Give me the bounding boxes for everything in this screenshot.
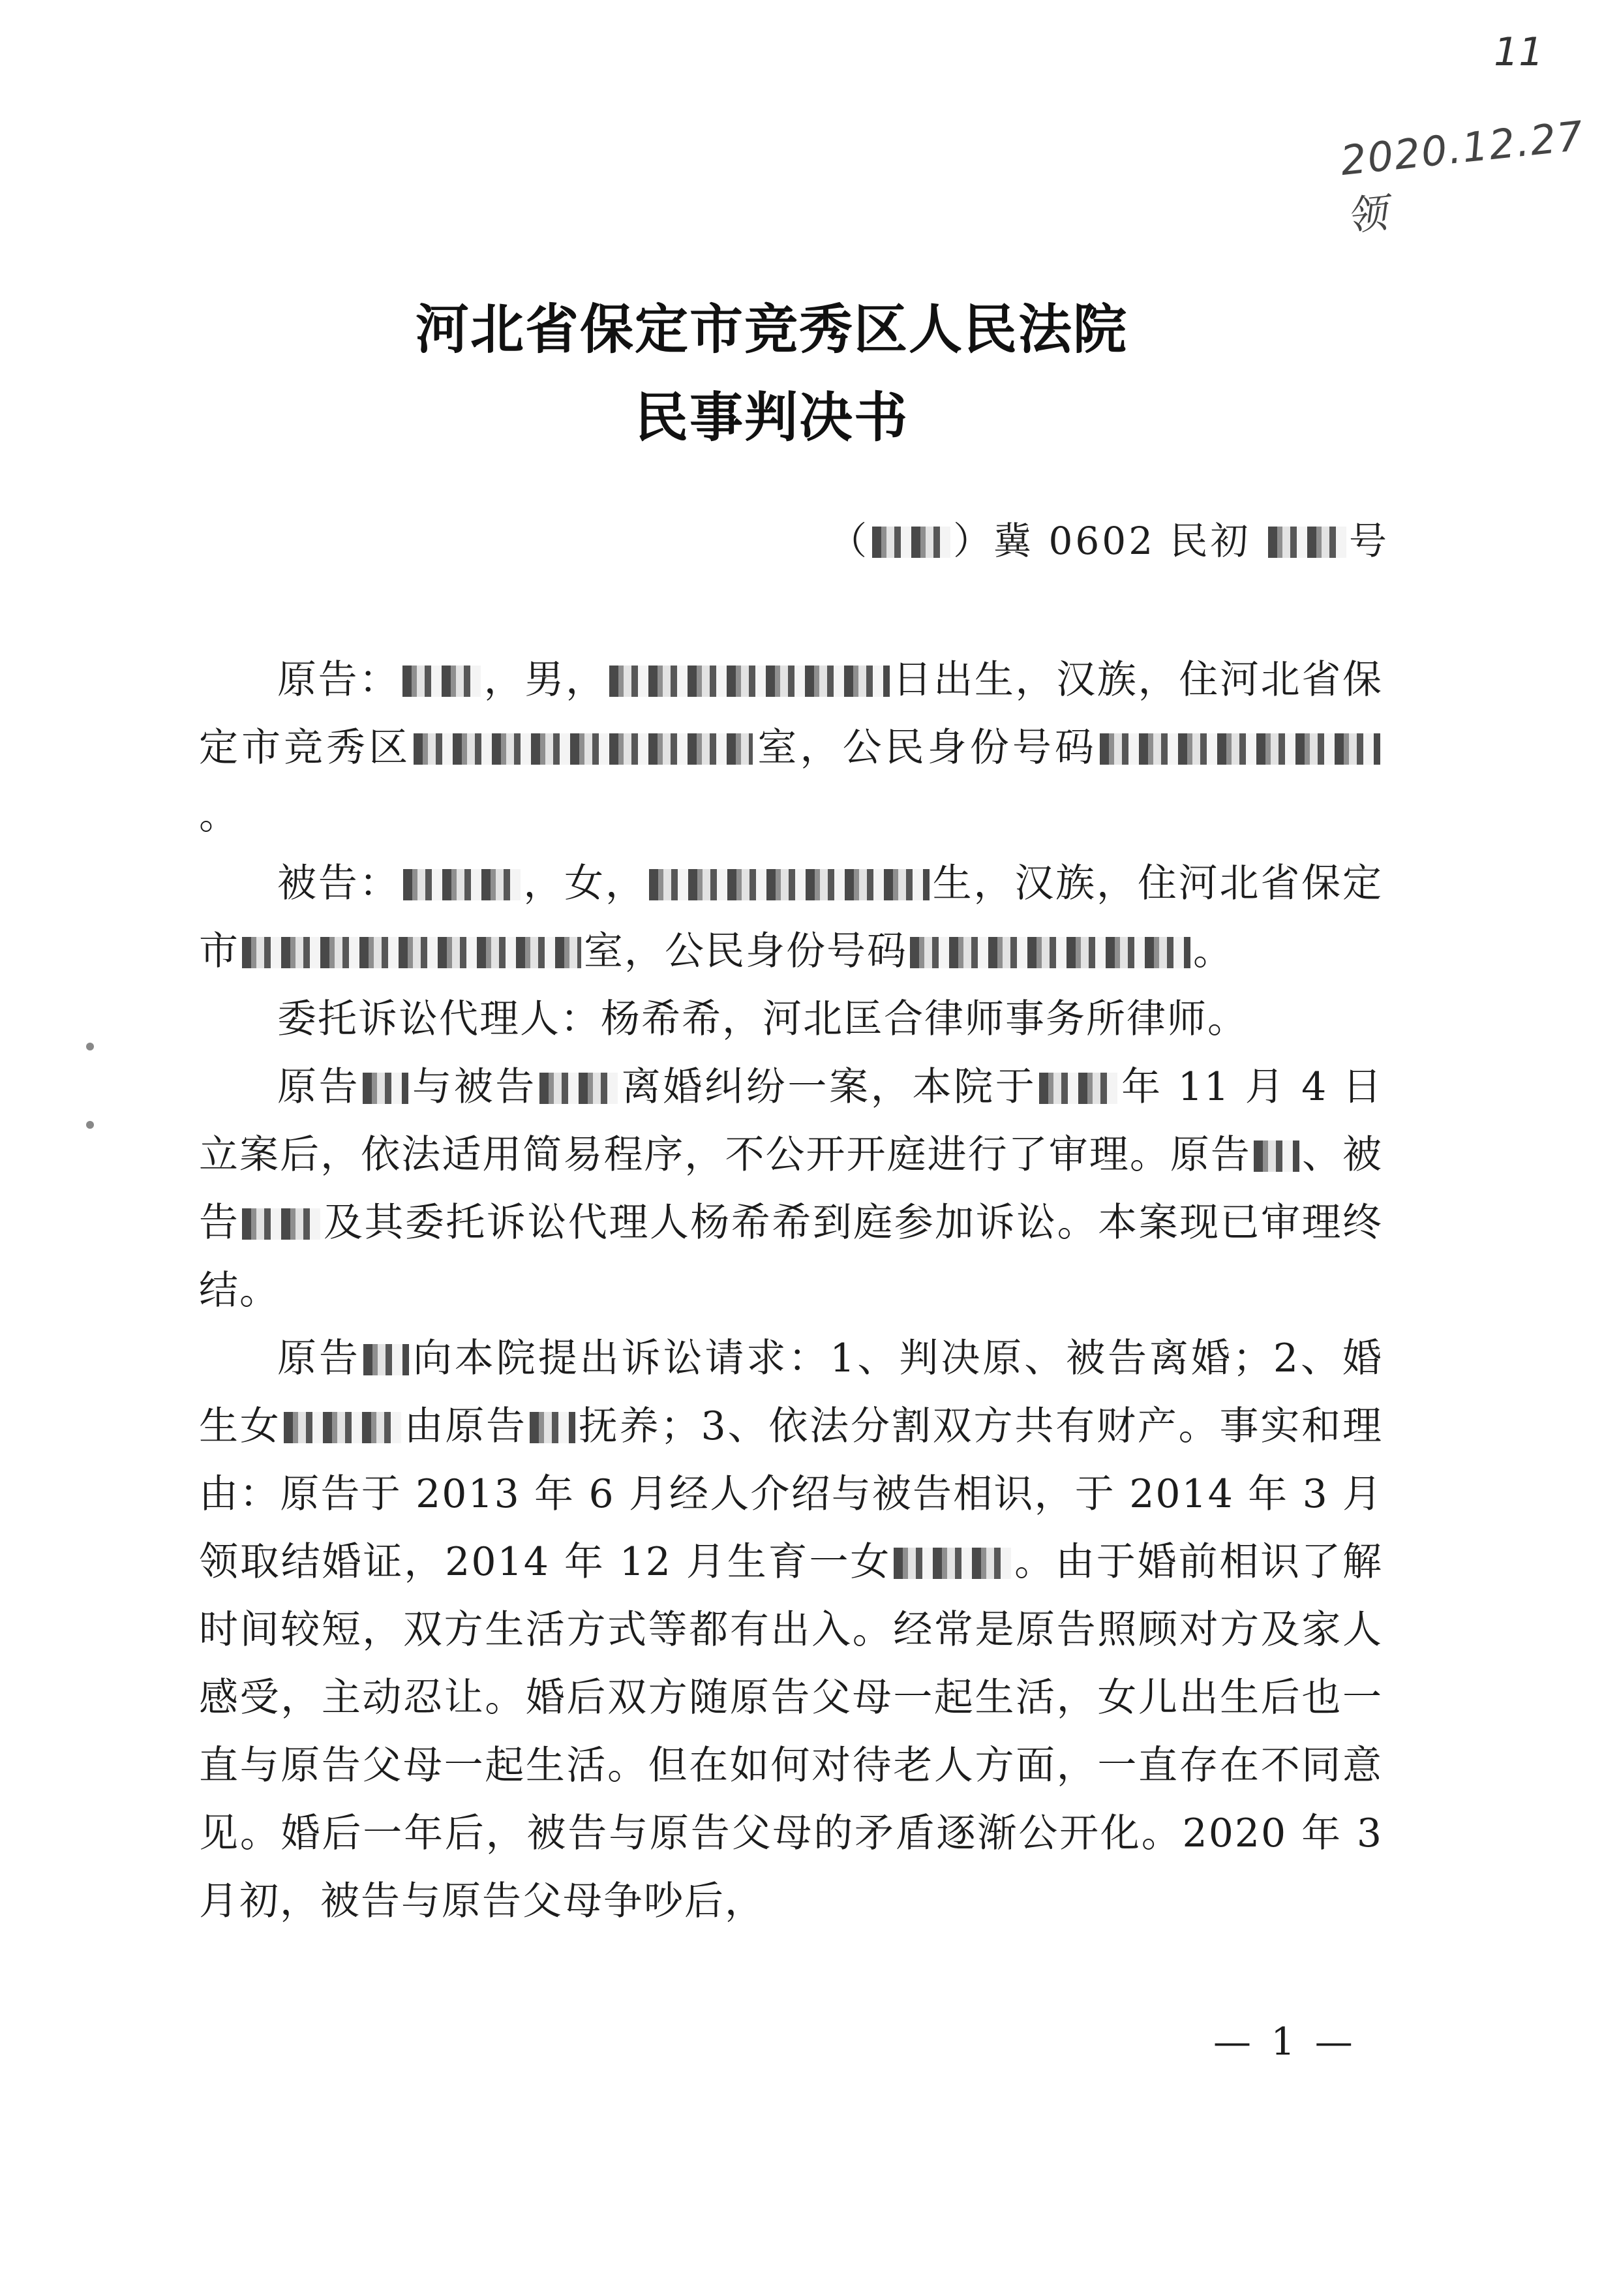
text-run: 。由于婚前相识了解时间较短，双方生活方式等都有出入。经常是原告照顾对方及家人感受，主动忍让。婚后双方随原告父母一起生活，女儿出生后也一直与原告父母一起生活。但在如何对待老人方面，一直存在不同意见。婚后一年后，被告与原告父母的矛盾逐渐公开化。2020 年 3 月初，被告与原告父母争吵后， <box>199 1539 1383 1924</box>
defendant-paragraph <box>199 850 1383 985</box>
redaction-mosaic <box>1039 1073 1117 1104</box>
redaction-mosaic <box>894 1548 1011 1579</box>
text-run: 生，汉族，住河北省保定市 <box>199 861 1384 974</box>
text-run: ，男， <box>483 657 607 703</box>
court-name-heading: 河北省保定市竞秀区人民法院 <box>415 299 1128 361</box>
text-run: 与被告 <box>411 1064 537 1110</box>
redaction-mosaic <box>910 937 1190 968</box>
handwritten-page-mark: 11 <box>1494 29 1544 75</box>
redaction-mosaic <box>872 527 950 558</box>
redaction-mosaic <box>284 1412 401 1443</box>
redaction-mosaic <box>539 1073 618 1104</box>
redaction-mosaic <box>530 1412 575 1443</box>
scan-speck <box>86 1121 94 1129</box>
redaction-mosaic <box>363 1073 408 1104</box>
plaintiff-paragraph <box>199 646 1383 850</box>
agent-paragraph: 委托诉讼代理人：杨希希，河北匡合律师事务所律师。 <box>277 996 1248 1042</box>
text-run: 年 11 月 4 日立案后，依法适用简易程序，不公开开庭进行了审理。原告 <box>199 1064 1384 1178</box>
text-run: 。 <box>199 793 239 838</box>
redaction-mosaic <box>402 666 481 697</box>
redaction-mosaic <box>649 869 930 900</box>
scan-speck <box>86 1043 94 1050</box>
text-run: 原告 <box>277 1336 361 1381</box>
text-run: 日出生，汉族，住河北省保定市竞秀区 <box>199 657 1384 771</box>
text-run: 抚养；3、依法分割双方共有财产。事实和理由：原告于 2013 年 6 月经人介绍与被告相识，于 2014 年 3 月领取结婚证，2014 年 12 月生育一女 <box>199 1403 1384 1585</box>
redaction-mosaic <box>363 1344 409 1375</box>
redaction-mosaic <box>414 733 753 765</box>
case-number-open: （ <box>829 519 870 563</box>
text-run: 。 <box>1193 928 1233 974</box>
text-run: ，女， <box>522 861 646 906</box>
page-number: — 1 — <box>1213 2019 1357 2064</box>
text-run: 向本院提出诉讼请求：1、判决原、被告离婚；2、婚生女 <box>199 1336 1384 1449</box>
text-run: 离婚纠纷一案，本院于 <box>620 1064 1037 1110</box>
handwritten-received-date: 2020.12.27领 <box>1338 112 1587 241</box>
redaction-mosaic <box>1100 733 1380 765</box>
text-run: 室，公民身份号码 <box>755 725 1098 771</box>
redaction-mosaic <box>609 666 890 697</box>
case-number-middle: ）冀 0602 民初 <box>953 519 1251 563</box>
text-run: 室，公民身份号码 <box>584 928 907 974</box>
judgment-body <box>199 646 1383 1935</box>
text-run: 原告 <box>277 1064 361 1110</box>
text-run: 及其委托诉讼代理人杨希希到庭参加诉讼。本案现已审理终结。 <box>199 1200 1384 1313</box>
claims-paragraph <box>199 1324 1383 1935</box>
document-type-heading: 民事判决书 <box>634 387 909 449</box>
redaction-mosaic <box>403 869 521 900</box>
redaction-mosaic <box>242 1208 320 1240</box>
redaction-mosaic <box>1268 527 1346 558</box>
text-run: 由原告 <box>403 1403 528 1449</box>
text-run: 、被告 <box>199 1132 1384 1246</box>
redaction-mosaic <box>242 937 581 968</box>
redaction-mosaic <box>1254 1140 1299 1172</box>
text-run: 原告： <box>277 657 401 703</box>
case-intro-paragraph <box>199 1053 1383 1324</box>
case-number-suffix: 号 <box>1348 519 1389 563</box>
case-number <box>829 510 1389 565</box>
text-run: 被告： <box>277 861 401 906</box>
